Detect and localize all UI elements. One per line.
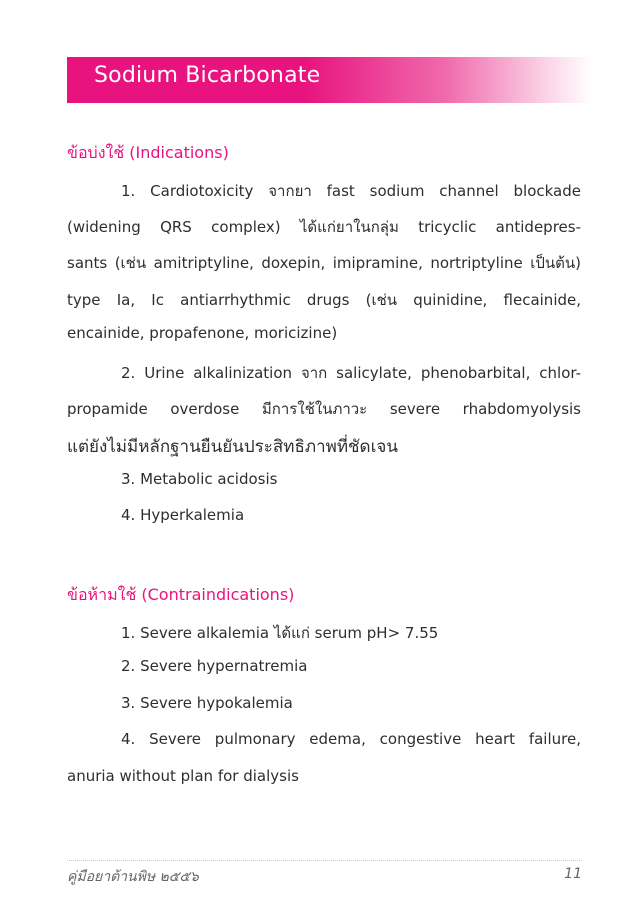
contraindication-line: 1. Severe alkalemia ได้แก่ serum pH> 7.55: [121, 624, 439, 642]
contraindication-line: 3. Severe hypokalemia: [121, 694, 293, 712]
page-number: 11: [564, 866, 582, 882]
indication-line: propamide overdose มีการใช้ในภาวะ severe rhabdomyolysis: [67, 400, 581, 418]
section-title: Sodium Bicarbonate: [94, 63, 321, 88]
indication-line: encainide, propafenone, moricizine): [67, 324, 338, 342]
indication-line: 2. Urine alkalinization จาก salicylate, phenobarbital, chlor-: [121, 364, 581, 382]
indication-line: type Ia, Ic antiarrhythmic drugs (เช่น quinidine, flecainide,: [67, 291, 581, 309]
indication-line: 4. Hyperkalemia: [121, 506, 245, 524]
contraindication-line: 2. Severe hypernatremia: [121, 657, 308, 675]
contraindications-heading: ข้อห้ามใช้ (Contraindications): [67, 585, 295, 604]
indication-line: sants (เช่น amitriptyline, doxepin, imipramine, nortriptyline เป็นต้น): [67, 254, 581, 272]
contraindication-line: anuria without plan for dialysis: [67, 767, 299, 785]
indication-line: 3. Metabolic acidosis: [121, 470, 278, 488]
indication-line: (widening QRS complex) ได้แก่ยาในกลุ่ม tricyclic antidepres-: [67, 218, 581, 236]
section-title-banner: [67, 57, 592, 103]
indication-line: 1. Cardiotoxicity จากยา fast sodium channel blockade: [121, 182, 581, 200]
indication-line: แต่ยังไม่มีหลักฐานยืนยันประสิทธิภาพที่ชัดเจน: [67, 437, 398, 457]
footer-book-title: คู่มือยาต้านพิษ ๒๕๕๖: [67, 869, 199, 885]
indications-heading: ข้อบ่งใช้ (Indications): [67, 143, 229, 162]
contraindication-line: 4. Severe pulmonary edema, congestive heart failure,: [121, 730, 581, 748]
footer-divider: [67, 860, 582, 861]
